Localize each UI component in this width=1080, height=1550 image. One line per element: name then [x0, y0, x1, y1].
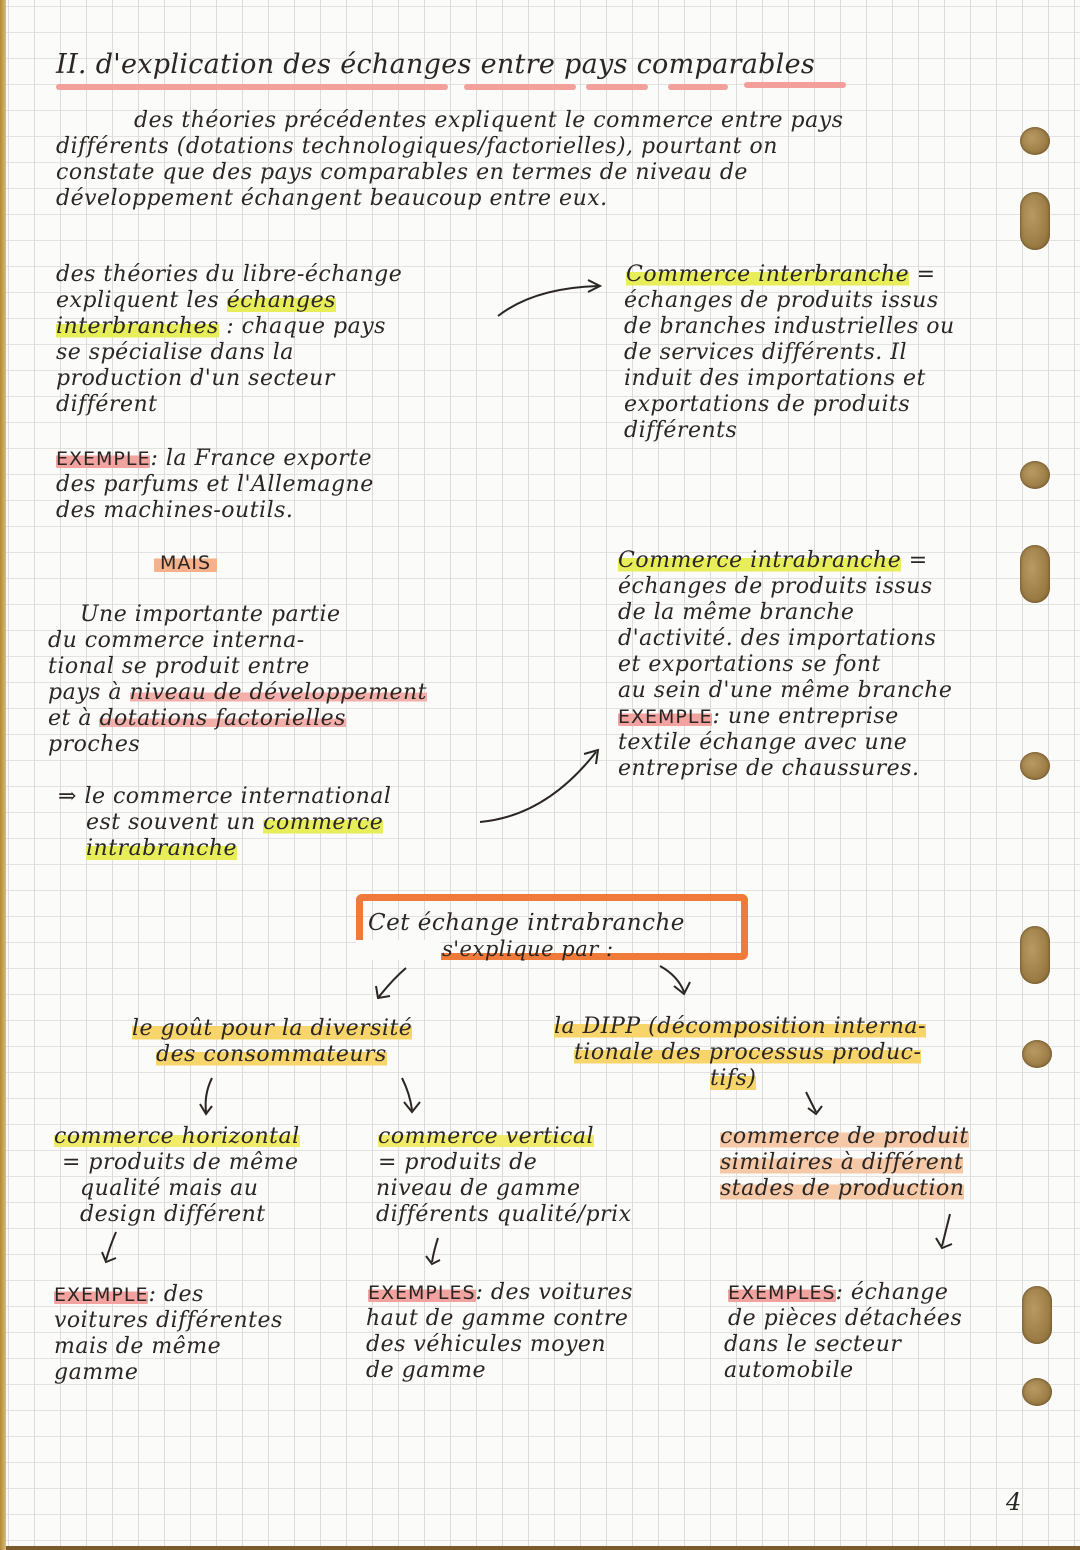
intrabranche-line: au sein d'une même branche [618, 678, 953, 703]
highlight-interbranches: interbranches [56, 314, 219, 339]
importante-line: proches [48, 732, 141, 757]
libre-echange-line: se spécialise dans la [56, 340, 294, 365]
horizontal-term [54, 1124, 300, 1150]
binder-hole-icon [1020, 752, 1050, 780]
mais-highlight: MAIS [154, 552, 217, 574]
intro-line: des théories précédentes expliquent le commerce entre pays [134, 108, 844, 133]
text: = [901, 548, 928, 573]
importante-line: tional se produit entre [48, 654, 310, 679]
interbranche-line: échanges de produits issus [624, 288, 939, 313]
highlight-dipp-commerce: commerce de produit [720, 1124, 969, 1149]
intro-line: développement échangent beaucoup entre eux. [56, 186, 608, 211]
title-underline [668, 84, 728, 90]
conclusion-line [58, 784, 391, 810]
arrow-icon [932, 1210, 962, 1254]
text: : la France exporte [150, 446, 373, 471]
importante-line [48, 680, 427, 706]
libre-echange-line: différent [56, 392, 158, 417]
binder-hole-icon [1020, 461, 1050, 489]
intrabranche-exemple-line: textile échange avec une [618, 730, 908, 755]
arrow-icon [422, 1234, 452, 1268]
branch-dipp-line [710, 1066, 756, 1092]
text: : une entreprise [712, 704, 899, 729]
branch-dipp-line [554, 1014, 926, 1040]
text: : chaque pays [218, 314, 386, 339]
interbranche-line: différents [624, 418, 738, 443]
importante-line: du commerce interna- [48, 628, 305, 653]
horizontal-exemple-line: voitures différentes [54, 1308, 283, 1333]
libre-echange-line: des théories du libre-échange [56, 262, 403, 287]
mais-label [154, 550, 217, 576]
intrabranche-line: échanges de produits issus [618, 574, 933, 599]
dipp-exemple-line: automobile [724, 1358, 854, 1383]
intrabranche-line: et exportations se font [618, 652, 881, 677]
interbranche-line: de branches industrielles ou [624, 314, 955, 339]
binder-hole-icon [1020, 192, 1050, 250]
highlight-dipp-commerce: similaires à différent [720, 1150, 964, 1175]
box-notch [356, 940, 441, 960]
implies-icon: ⇒ [58, 784, 77, 809]
highlight-echanges: échanges [226, 288, 336, 313]
vertical-line: niveau de gamme [376, 1176, 581, 1201]
text: expliquent les [56, 288, 227, 313]
term-horizontal: commerce horizontal [54, 1124, 300, 1149]
interbranche-definition-title [626, 262, 936, 288]
branch-dipp-line [574, 1040, 921, 1066]
highlight-dotations: dotations factorielles [99, 706, 346, 731]
exemple-label: EXEMPLE [56, 448, 151, 470]
box-line: Cet échange intrabranche [368, 910, 685, 936]
arrow-icon [194, 1074, 224, 1118]
branch-gout-line [156, 1042, 387, 1068]
exemple-label: EXEMPLE [54, 1284, 149, 1306]
arrow-icon [656, 962, 706, 1002]
title-underline [464, 84, 576, 90]
intro-line: constate que des pays comparables en termes de niveau de [56, 160, 748, 185]
dipp-line [720, 1150, 963, 1176]
notebook-page [6, 0, 1080, 1550]
highlight-intrabranche: intrabranche [86, 836, 238, 861]
exemple-france-line: des parfums et l'Allemagne [56, 472, 374, 497]
dipp-exemple-line: dans le secteur [724, 1332, 902, 1357]
intrabranche-line: d'activité. des importations [618, 626, 937, 651]
interbranche-line: induit des importations et [624, 366, 926, 391]
page-title: II. d'explication des échanges entre pays comparables [56, 49, 816, 80]
importante-line: Une importante partie [80, 602, 341, 627]
title-underline [744, 82, 846, 88]
interbranche-line: exportations de produits [624, 392, 911, 417]
horizontal-exemple-line [54, 1282, 204, 1308]
interbranche-line: de services différents. Il [624, 340, 907, 365]
intrabranche-exemple-line [618, 704, 899, 730]
arrow-icon [802, 1088, 832, 1118]
horizontal-exemple-line: mais de même [54, 1334, 222, 1359]
term-interbranche: Commerce interbranche [626, 262, 910, 287]
vertical-exemple-line: haut de gamme contre [366, 1306, 629, 1331]
term-intrabranche: Commerce intrabranche [618, 548, 902, 573]
binder-hole-icon [1020, 545, 1050, 603]
title-underline [586, 84, 648, 90]
text: le commerce international [84, 784, 392, 809]
text: : des voitures [475, 1280, 633, 1305]
exemple-france-line [56, 446, 372, 472]
libre-echange-line [56, 288, 336, 314]
box-line: s'explique par : [442, 937, 614, 961]
horizontal-exemple-line: gamme [54, 1360, 139, 1385]
vertical-line: = produits de [378, 1150, 538, 1175]
arrow-icon [396, 1074, 426, 1118]
branch-gout-line [132, 1016, 412, 1042]
dipp-exemple-line: de pièces détachées [728, 1306, 963, 1331]
horizontal-line: design différent [80, 1202, 266, 1227]
binder-hole-icon [1022, 1040, 1052, 1068]
arrow-icon [494, 278, 614, 328]
intro-line: différents (dotations technologiques/factorielles), pourtant on [56, 134, 778, 159]
text: : échange [835, 1280, 949, 1305]
vertical-exemple-line: de gamme [366, 1358, 487, 1383]
intrabranche-line: de la même branche [618, 600, 855, 625]
exemple-label: EXEMPLES [728, 1282, 836, 1304]
libre-echange-line: production d'un secteur [56, 366, 335, 391]
highlight-gout: le goût pour la diversité [132, 1016, 413, 1041]
vertical-exemple-line: des véhicules moyen [366, 1332, 607, 1357]
importante-line [48, 706, 346, 732]
highlight-consommateurs: des consommateurs [156, 1042, 387, 1067]
title-underline [56, 84, 448, 90]
vertical-exemple-line [368, 1280, 633, 1306]
horizontal-line: = produits de même [62, 1150, 299, 1175]
horizontal-line: qualité mais au [80, 1176, 259, 1201]
page-number: 4 [1006, 1488, 1022, 1516]
highlight-commerce: commerce [263, 810, 384, 835]
intrabranche-exemple-line: entreprise de chaussures. [618, 756, 920, 781]
dipp-exemple-line [728, 1280, 948, 1306]
text: = [909, 262, 936, 287]
highlight-dipp: tifs) [710, 1066, 757, 1091]
highlight-dipp: la DIPP (décomposition interna- [554, 1014, 926, 1039]
binder-hole-icon [1022, 1378, 1052, 1406]
arrow-icon [476, 744, 606, 834]
highlight-dipp-commerce: stades de production [720, 1176, 965, 1201]
intrabranche-definition-title [618, 548, 928, 574]
highlight-dipp: tionale des processus produc- [574, 1040, 922, 1065]
exemple-france-line: des machines-outils. [56, 498, 294, 523]
vertical-term [378, 1124, 594, 1150]
text: est souvent un [86, 810, 264, 835]
dipp-line [720, 1176, 964, 1202]
exemple-label: EXEMPLE [618, 706, 713, 728]
term-vertical: commerce vertical [378, 1124, 594, 1149]
vertical-line: différents qualité/prix [376, 1202, 632, 1227]
text: pays à [48, 680, 130, 705]
arrow-icon [368, 964, 418, 1004]
arrow-icon [98, 1228, 128, 1268]
binder-hole-icon [1020, 127, 1050, 155]
text: et à [48, 706, 100, 731]
libre-echange-line [56, 314, 386, 340]
dipp-line [720, 1124, 969, 1150]
text: : des [148, 1282, 204, 1307]
highlight-niveau: niveau de développement [129, 680, 427, 705]
binder-hole-icon [1020, 926, 1050, 984]
conclusion-line [86, 810, 383, 836]
binder-hole-icon [1022, 1286, 1052, 1344]
conclusion-line [86, 836, 237, 862]
exemple-label: EXEMPLES [368, 1282, 476, 1304]
